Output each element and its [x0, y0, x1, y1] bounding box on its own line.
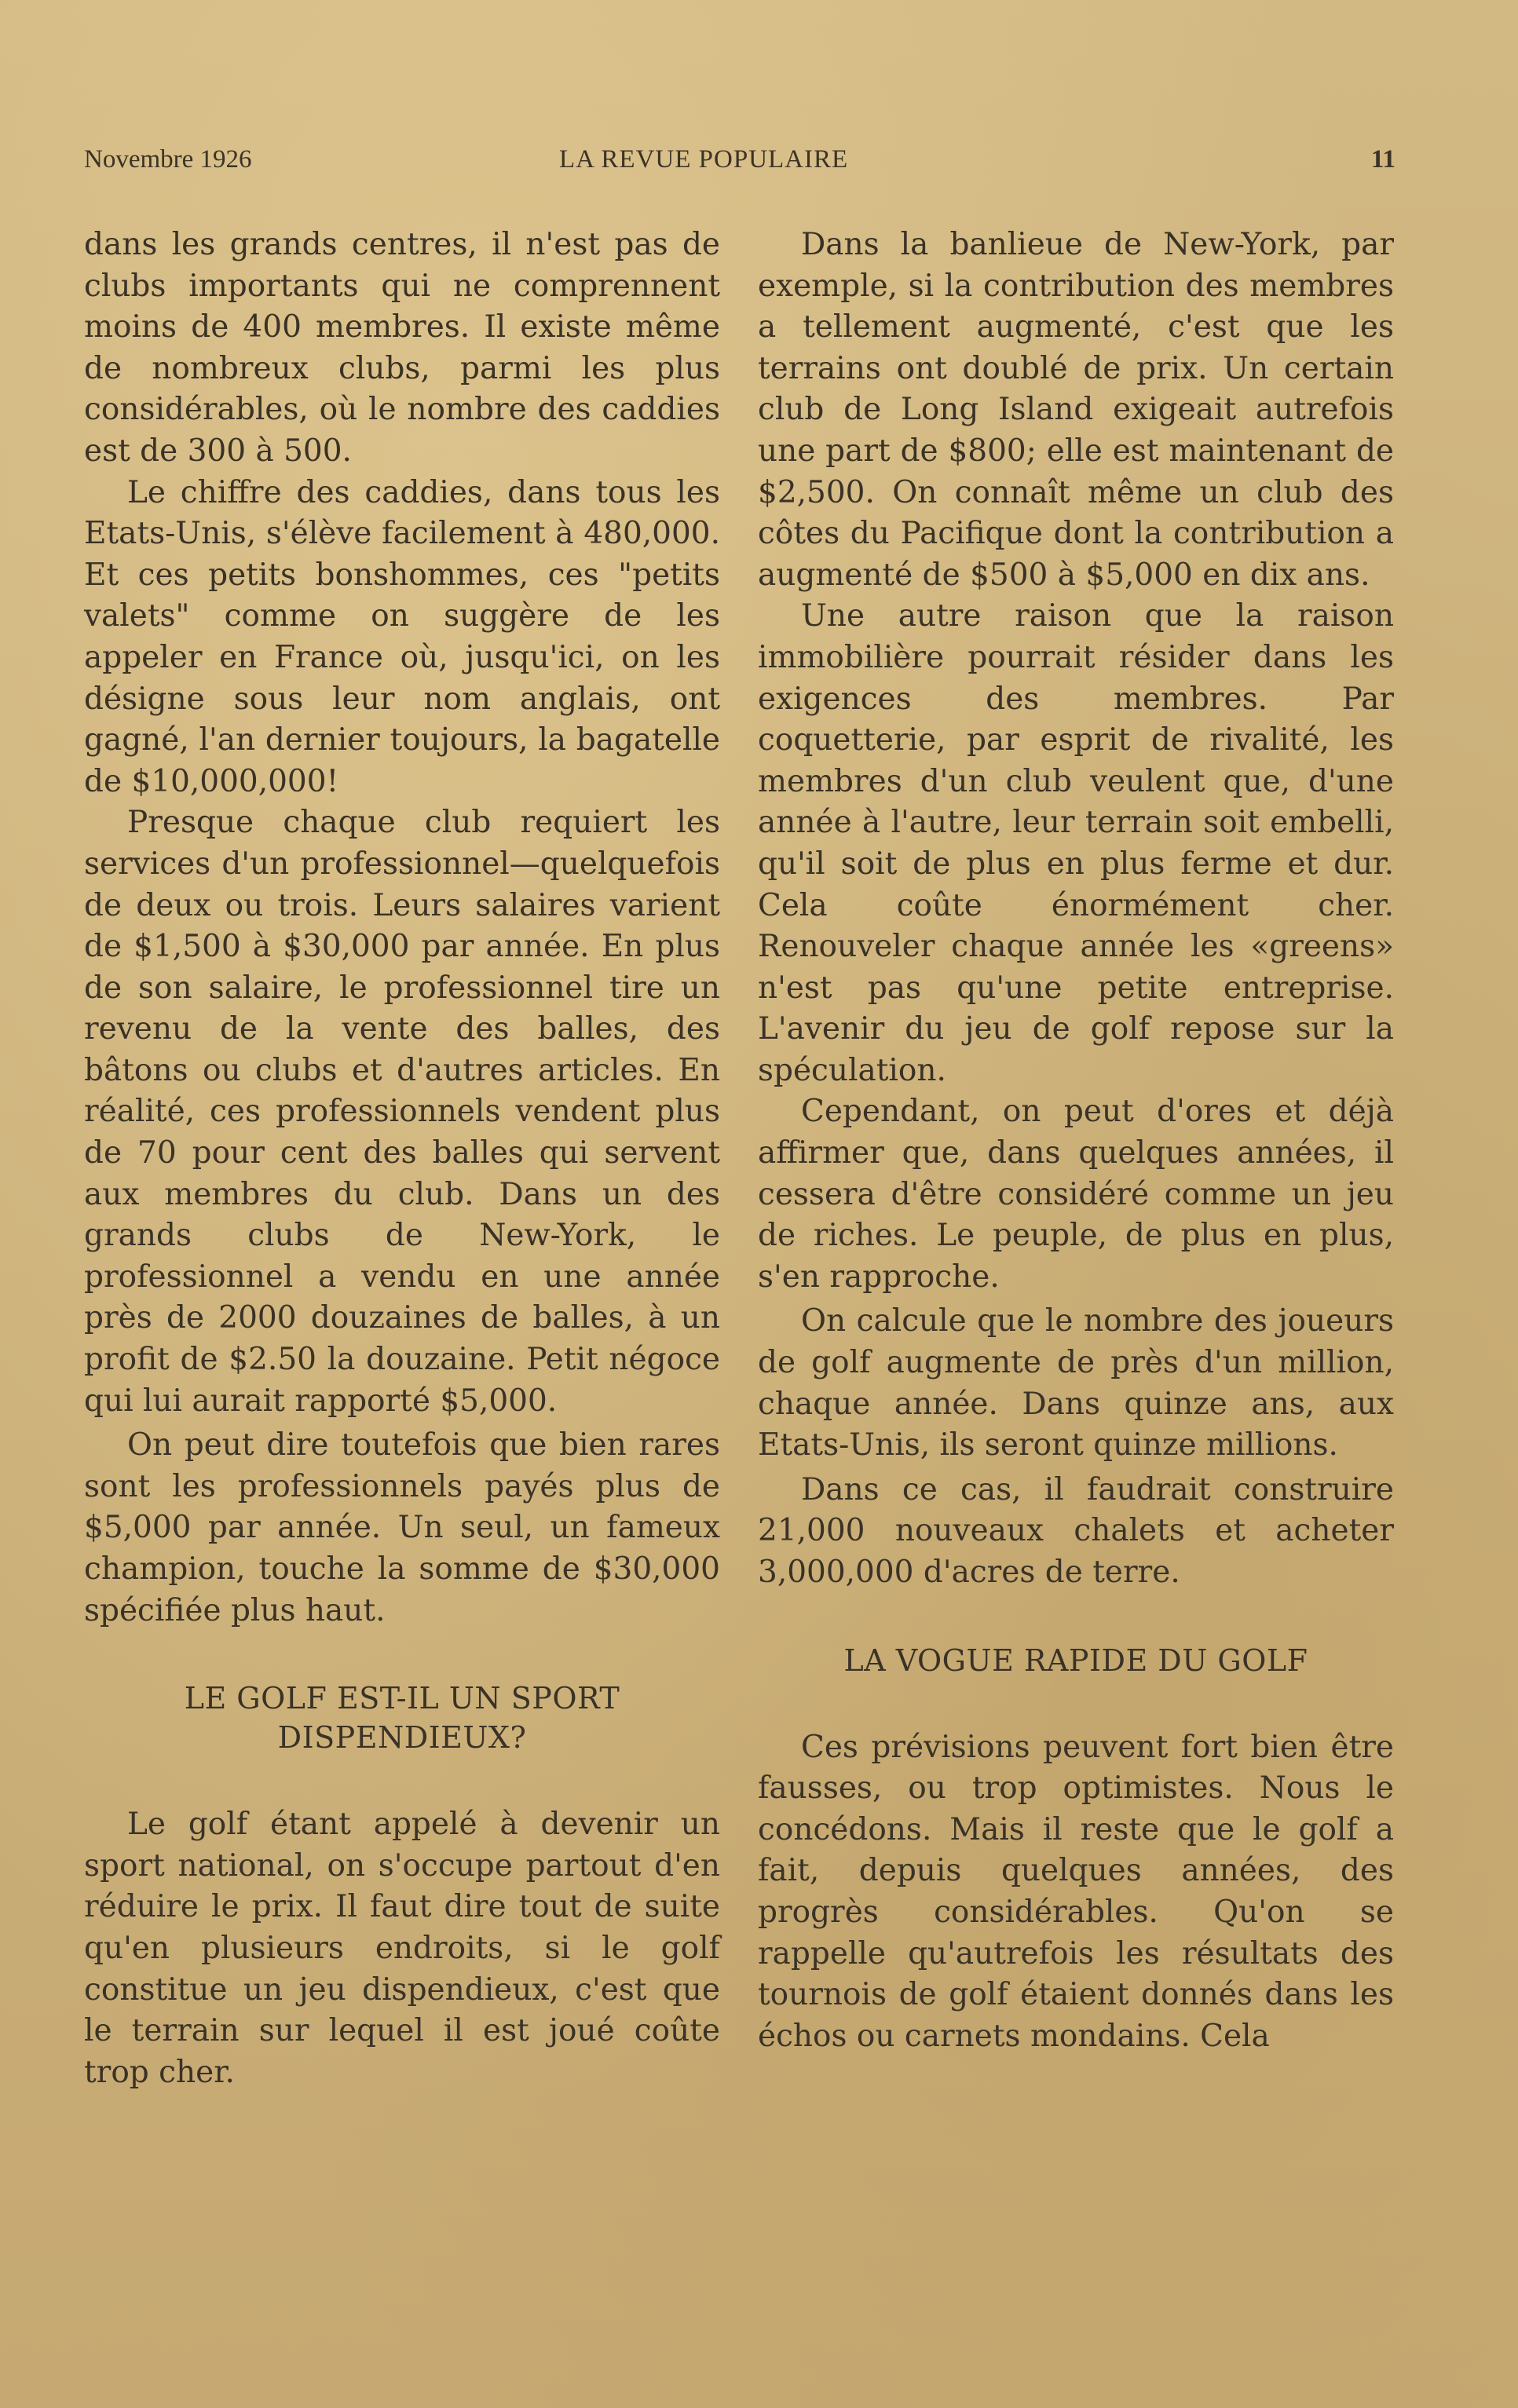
paragraph: dans les grands centres, il n'est pas de clubs importants qui ne comprennent moins de 400 membres. Il existe même de nombreux clubs, parmi les plus considérables, où le nombre des caddies est de 300 à 500.	[84, 227, 720, 469]
paragraph: Cependant, on peut d'ores et déjà affirmer que, dans quelques années, il cessera d'être considéré comme un jeu de riches. Le peuple, de plus en plus, s'en rapproche.	[758, 1094, 1394, 1295]
left-column	[84, 225, 720, 2093]
right-column	[758, 225, 1394, 2057]
paragraph: On calcule que le nombre des joueurs de golf augmente de près d'un million, chaque année. Dans quinze ans, aux Etats-Unis, ils seront quinze millions.	[758, 1303, 1394, 1463]
paragraph: Presque chaque club requiert les services d'un professionnel—quelquefois de deux ou trois. Leurs salaires varient de $1,500 à $30,000 par année. En plus de son salaire, le professionnel tire un revenu de la vente des balles, des bâtons ou clubs et d'autres articles. En réalité, ces professionnels vendent plus de 70 pour cent des balles qui servent aux membres du club. Dans un des grands clubs de New-York, le professionnel a vendu en une année près de 2000 douzaines de balles, à un profit de $2.50 la douzaine. Petit négoce qui lui aurait rapporté $5,000.	[84, 805, 720, 1419]
paragraph: Une autre raison que la raison immobilière pourrait résider dans les exigences des membres. Par coquetterie, par esprit de rivalité, les membres d'un club veulent que, d'une année à l'autre, leur terrain soit embelli, qu'il soit de plus en plus ferme et dur. Cela coûte énormément cher. Renouveler chaque année les «greens» n'est pas qu'une petite entreprise. L'avenir du jeu de golf repose sur la spéculation.	[758, 598, 1394, 1088]
paragraph: Le golf étant appelé à devenir un sport national, on s'occupe partout d'en réduire le prix. Il faut dire tout de suite qu'en plusieurs endroits, si le golf constitue un jeu dispendieux, c'est que le terrain sur lequel il est joué coûte trop cher.	[84, 1807, 720, 2090]
running-head	[84, 145, 1395, 183]
paragraph: Le chiffre des caddies, dans tous les Etats-Unis, s'élève facilement à 480,000. Et ces petits bonshommes, ces "petits valets" comme on suggère de les appeler en France où, jusqu'ici, on les désigne sous leur nom anglais, ont gagné, l'an dernier toujours, la bagatelle de $10,000,000!	[84, 474, 720, 799]
section-heading: LA VOGUE RAPIDE DU GOLF	[843, 1642, 1308, 1678]
page-number: 11	[1370, 145, 1395, 174]
issue-date: Novembre 1926	[84, 145, 252, 174]
section-heading: LE GOLF EST-IL UN SPORT DISPENDIEUX?	[184, 1681, 620, 1756]
paragraph: On peut dire toutefois que bien rares sont les professionnels payés plus de $5,000 par année. Un seul, un fameux champion, touche la somme de $30,000 spécifiée plus haut.	[84, 1427, 720, 1628]
paragraph: Dans la banlieue de New-York, par exemple, si la contribution des membres a tellement augmenté, c'est que les terrains ont doublé de prix. Un certain club de Long Island exigeait autrefois une part de $800; elle est maintenant de $2,500. On connaît même un club des côtes du Pacifique dont la contribution a augmenté de $500 à $5,000 en dix ans.	[758, 227, 1394, 593]
publication-title: LA REVUE POPULAIRE	[559, 145, 849, 174]
paragraph: Dans ce cas, il faudrait construire 21,000 nouveaux chalets et acheter 3,000,000 d'acres de terre.	[758, 1471, 1394, 1590]
paragraph: Ces prévisions peuvent fort bien être fausses, ou trop optimistes. Nous le concédons. Mais il reste que le golf a fait, depuis quelques années, des progrès considérables. Qu'on se rappelle qu'autrefois les résultats des tournois de golf étaient donnés dans les échos ou carnets mondains. Cela	[758, 1729, 1394, 2054]
